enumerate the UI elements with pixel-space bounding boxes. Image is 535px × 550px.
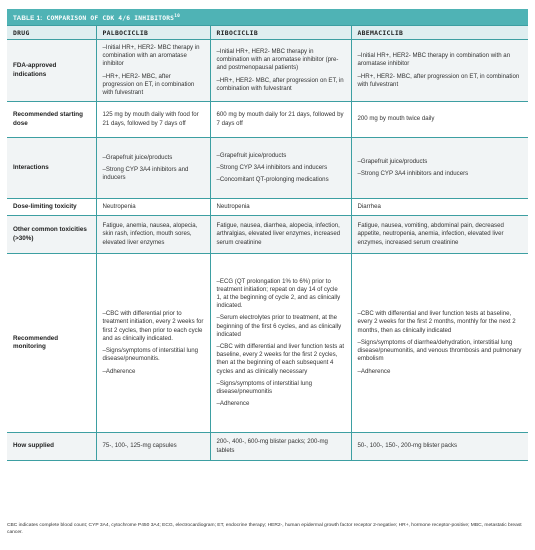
table-cell xyxy=(96,138,210,199)
header-row xyxy=(7,26,528,40)
row-label: How supplied xyxy=(7,433,96,461)
cell-item: –Grapefruit juice/products xyxy=(216,151,287,159)
cell-item: –HR+, HER2- MBC, after progression on ET, in combination with fulvestrant xyxy=(216,76,344,92)
cell-item: –CBC with differential prior to treatment initiation, every 2 weeks for first 2 cycles, then prior to each cycle and as clinically indicated. xyxy=(102,310,204,342)
table-cell xyxy=(96,254,210,433)
table-cell xyxy=(96,40,210,102)
cell-item: 125 mg by mouth daily with food for 21 days, followed by 7 days off xyxy=(102,111,199,127)
cell-item: Fatigue, nausea, vomiting, abdominal pain, decreased appetite, neutropenia, anemia, infection, elevated liver enzymes, increased serum creatinine xyxy=(357,222,504,246)
cell-item: Neutropenia xyxy=(216,202,250,210)
table-row xyxy=(7,254,528,433)
table-row xyxy=(7,40,528,102)
cell-item: Diarrhea xyxy=(357,202,381,210)
cell-item: –Strong CYP 3A4 inhibitors and inducers xyxy=(102,165,189,182)
table-title-text: COMPARISON OF CDK 4/6 INHIBITORS xyxy=(42,15,175,23)
cell-item: 200-, 400-, 600-mg blister packs; 200-mg tablets xyxy=(216,438,328,454)
cell-item: –Signs/symptoms of interstitial lung disease/pneumonitis xyxy=(216,379,313,396)
table-footnote: CBC indicates complete blood count; CYP 3A4, cytochrome P450 3A4; ECG, electrocardiogram; ET, endocrine therapy; HER2-, human epidermal growth factor receptor 2-negative; HR+, hormone receptor-positive; MBC, metastatic breast cancer. xyxy=(7,523,522,535)
header-abemaciclib: ABEMACICLIB xyxy=(351,26,528,40)
cell-item: Fatigue, anemia, nausea, alopecia, skin rash, infection, mouth sores, elevated liver enzymes xyxy=(102,222,198,246)
table-cell xyxy=(210,102,351,138)
cell-item: –Serum electrolytes prior to treatment, at the beginning of the first 6 cycles, and as clinically indicated xyxy=(216,314,342,338)
table-row xyxy=(7,102,528,138)
cell-item: –Initial HR+, HER2- MBC therapy in combination with an aromatase inhibitor xyxy=(357,52,511,68)
header-ribociclib: RIBOCICLIB xyxy=(210,26,351,40)
row-label: Interactions xyxy=(7,138,96,199)
table-body xyxy=(7,40,528,461)
table-cell xyxy=(210,433,351,461)
cell-item: –Signs/symptoms of interstitial lung disease/pneumonitis. xyxy=(102,347,199,363)
table-title xyxy=(7,9,528,25)
cell-item: –HR+, HER2- MBC, after progression on ET, in combination with fulvestrant xyxy=(102,72,195,96)
table-cell xyxy=(210,199,351,216)
table-title-prefix: TABLE 1: xyxy=(13,15,43,23)
row-label: Dose-limiting toxicity xyxy=(7,199,96,216)
row-label: FDA-approved indications xyxy=(7,40,96,102)
table-cell xyxy=(210,40,351,102)
cell-item: 200 mg by mouth twice daily xyxy=(357,115,435,123)
cell-item: –Strong CYP 3A4 inhibitors and inducers xyxy=(216,163,328,171)
table-row xyxy=(7,216,528,254)
cell-item: –Initial HR+, HER2- MBC therapy in combination with an aromatase inhibitor xyxy=(102,43,200,68)
table-cell xyxy=(210,138,351,199)
cell-item: –Signs/symptoms of diarrhea/dehydration, interstitial lung disease/pneumonitis, and venous thrombosis and pulmonary embolism xyxy=(357,338,522,363)
cell-item: –Adherence xyxy=(216,400,250,408)
table-cell xyxy=(351,40,528,102)
cell-item: –HR+, HER2- MBC, after progression on ET, in combination with fulvestrant xyxy=(357,72,520,88)
cell-item: –Grapefruit juice/products xyxy=(357,157,428,165)
cell-item: 600 mg by mouth daily for 21 days, followed by 7 days off xyxy=(216,111,344,127)
table-row xyxy=(7,433,528,461)
table-cell xyxy=(351,433,528,461)
cell-item: –Adherence xyxy=(102,367,136,375)
table-cell xyxy=(210,254,351,433)
table-cell xyxy=(96,102,210,138)
cell-item: –CBC with differential and liver function tests at baseline, every 2 weeks for the first 2 months, monthly for the next 2 months, then as clinically indicated xyxy=(357,310,516,334)
comparison-table xyxy=(7,25,528,461)
cell-item: Neutropenia xyxy=(102,202,136,210)
table-title-ref: 10 xyxy=(174,14,181,19)
cell-item: –Adherence xyxy=(357,367,391,375)
table-cell xyxy=(351,254,528,433)
row-label: Other common toxicities (>30%) xyxy=(7,216,96,254)
row-label: Recommended monitoring xyxy=(7,254,96,433)
table-row xyxy=(7,199,528,216)
table-container xyxy=(7,9,528,461)
row-label: Recommended starting dose xyxy=(7,102,96,138)
table-cell xyxy=(351,199,528,216)
table-cell xyxy=(96,433,210,461)
cell-item: 50-, 100-, 150-, 200-mg blister packs xyxy=(357,442,458,450)
table-cell xyxy=(96,216,210,254)
header-drug: DRUG xyxy=(7,26,96,40)
table-row xyxy=(7,138,528,199)
cell-item: –Grapefruit juice/products xyxy=(102,153,173,161)
cell-item: –ECG (QT prolongation 1% to 6%) prior to treatment initiation; repeat on day 14 of cycle 1, at the beginning of cycle 2, and as clinically indicated. xyxy=(216,277,341,310)
cell-item: –Initial HR+, HER2- MBC therapy in combination with an aromatase inhibitor (pre- and postmenopausal patients) xyxy=(216,47,339,72)
table-cell xyxy=(210,216,351,254)
table-cell xyxy=(351,102,528,138)
cell-item: –Strong CYP 3A4 inhibitors and inducers xyxy=(357,170,469,177)
cell-item: 75-, 100-, 125-mg capsules xyxy=(102,442,177,450)
table-cell xyxy=(96,199,210,216)
table-cell xyxy=(351,216,528,254)
cell-item: –Concomitant QT-prolonging medications xyxy=(216,176,329,184)
cell-item: Fatigue, nausea, diarrhea, alopecia, infection, arthralgias, elevated liver enzymes, increased serum creatinine xyxy=(216,222,341,246)
header-palbociclib: PALBOCICLIB xyxy=(96,26,210,40)
cell-item: –CBC with differential and liver function tests at baseline, every 2 weeks for the first 2 cycles, then at the beginning of each subsequent 4 cycles and as clinically necessary xyxy=(216,343,345,375)
table-cell xyxy=(351,138,528,199)
